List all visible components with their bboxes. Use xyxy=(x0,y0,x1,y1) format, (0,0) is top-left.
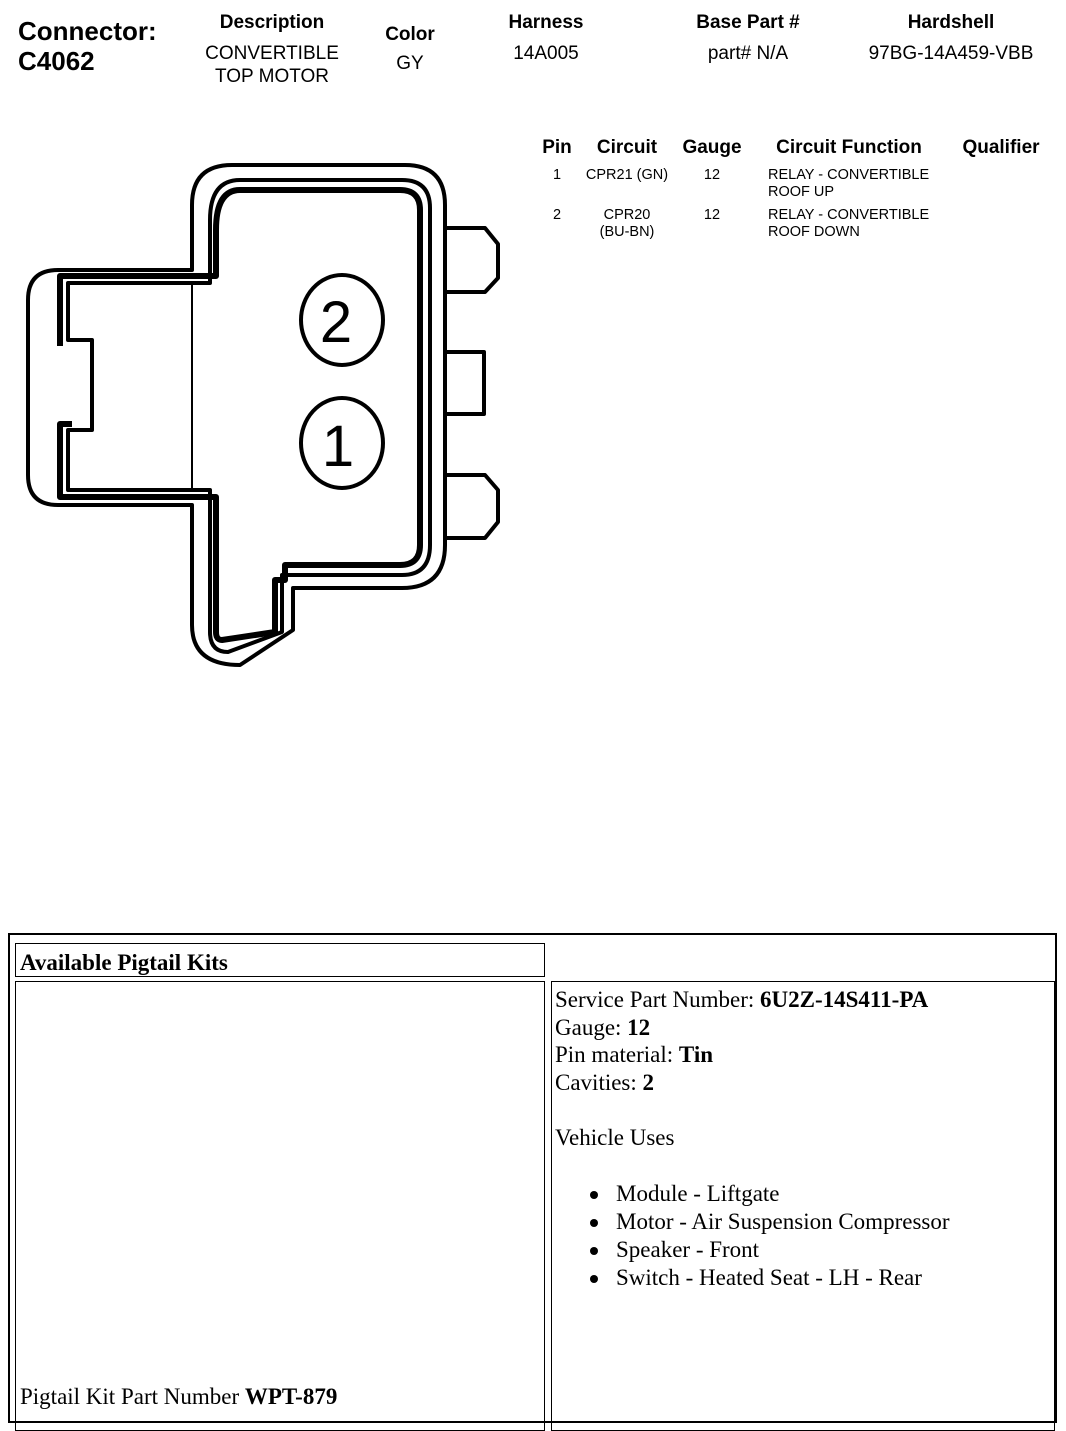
bullet-icon xyxy=(590,1247,598,1255)
connector-id: C4062 xyxy=(18,46,95,76)
circuit-function: RELAY - CONVERTIBLE ROOF UP xyxy=(768,167,930,200)
col-pin: Pin xyxy=(542,137,572,158)
connector-rail xyxy=(60,190,420,640)
hardshell-column xyxy=(848,12,1054,65)
pin-number: 1 xyxy=(552,167,562,183)
table-row xyxy=(534,161,1054,201)
service-part-label: Service Part Number: xyxy=(555,987,761,1012)
description-label: Description xyxy=(219,12,325,33)
pin-material xyxy=(555,1041,713,1069)
pin-label-1: 1 xyxy=(321,414,355,479)
circuit-code: CPR21 (GN) xyxy=(585,167,669,183)
kit-part-value: WPT-879 xyxy=(244,1384,338,1409)
vehicle-use-text: Speaker - Front xyxy=(616,1237,760,1262)
qualifier xyxy=(948,161,1054,201)
connector-label: Connector: xyxy=(18,16,157,46)
base-part-label: Base Part # xyxy=(696,12,800,33)
col-gauge: Gauge xyxy=(682,137,742,158)
color-value: GY xyxy=(396,53,424,74)
harness-column xyxy=(488,12,604,65)
pin-table-header xyxy=(534,137,1054,161)
wire-gauge: 12 xyxy=(703,207,721,223)
pigtail-gauge xyxy=(555,1014,650,1042)
cavities-value: 2 xyxy=(642,1070,655,1095)
list-item xyxy=(590,1208,950,1236)
pigtail-image-cell xyxy=(15,981,545,1431)
vehicle-use-text: Module - Liftgate xyxy=(616,1181,780,1206)
service-part-value: 6U2Z-14S411-PA xyxy=(760,987,929,1012)
kit-part-label: Pigtail Kit Part Number xyxy=(20,1384,245,1409)
pin-number: 2 xyxy=(552,207,562,223)
col-circuit-function: Circuit Function xyxy=(776,137,922,158)
description-column xyxy=(190,12,354,88)
col-circuit: Circuit xyxy=(596,137,658,158)
vehicle-uses-list xyxy=(590,1180,950,1292)
list-item xyxy=(590,1236,950,1264)
connector-title xyxy=(18,16,157,76)
base-part-column xyxy=(672,12,824,65)
pin-label-2: 2 xyxy=(319,290,353,355)
vehicle-use-text: Switch - Heated Seat - LH - Rear xyxy=(616,1265,922,1290)
bullet-icon xyxy=(590,1191,598,1199)
gauge-value: 12 xyxy=(627,1015,651,1040)
pin-material-value: Tin xyxy=(678,1042,714,1067)
wire-gauge: 12 xyxy=(703,167,721,183)
cavities-label: Cavities: xyxy=(555,1070,643,1095)
list-item xyxy=(590,1180,950,1208)
gauge-label: Gauge: xyxy=(555,1015,628,1040)
pigtail-kit-part-number xyxy=(20,1384,337,1410)
description-value: CONVERTIBLE TOP MOTOR xyxy=(205,43,339,87)
circuit-code: CPR20 (BU-BN) xyxy=(599,207,655,240)
bullet-icon xyxy=(590,1219,598,1227)
hardshell-label: Hardshell xyxy=(907,12,995,33)
right-tab-middle xyxy=(445,352,484,414)
cavities xyxy=(555,1069,654,1097)
color-label: Color xyxy=(385,24,435,45)
pigtail-details-cell xyxy=(551,981,1055,1431)
connector-face-diagram xyxy=(20,155,510,675)
pin-table xyxy=(534,137,1054,241)
pigtail-kits-table xyxy=(8,933,1057,1423)
harness-label: Harness xyxy=(508,12,584,33)
circuit-function: RELAY - CONVERTIBLE ROOF DOWN xyxy=(768,207,930,240)
service-part-number xyxy=(555,986,928,1014)
base-part-value: part# N/A xyxy=(707,43,789,64)
harness-value: 14A005 xyxy=(513,43,579,64)
color-column xyxy=(370,24,450,75)
vehicle-uses-label: Vehicle Uses xyxy=(555,1125,675,1150)
qualifier xyxy=(948,201,1054,241)
right-tab-top xyxy=(445,228,498,292)
pin-material-label: Pin material: xyxy=(555,1042,679,1067)
right-tab-bottom xyxy=(445,475,498,538)
hardshell-value: 97BG-14A459-VBB xyxy=(868,43,1034,64)
col-qualifier: Qualifier xyxy=(962,137,1040,158)
pigtail-title: Available Pigtail Kits xyxy=(20,950,228,975)
list-item xyxy=(590,1264,950,1292)
table-row xyxy=(534,201,1054,241)
pigtail-header-cell xyxy=(15,943,545,977)
bullet-icon xyxy=(590,1275,598,1283)
vehicle-use-text: Motor - Air Suspension Compressor xyxy=(616,1209,950,1234)
